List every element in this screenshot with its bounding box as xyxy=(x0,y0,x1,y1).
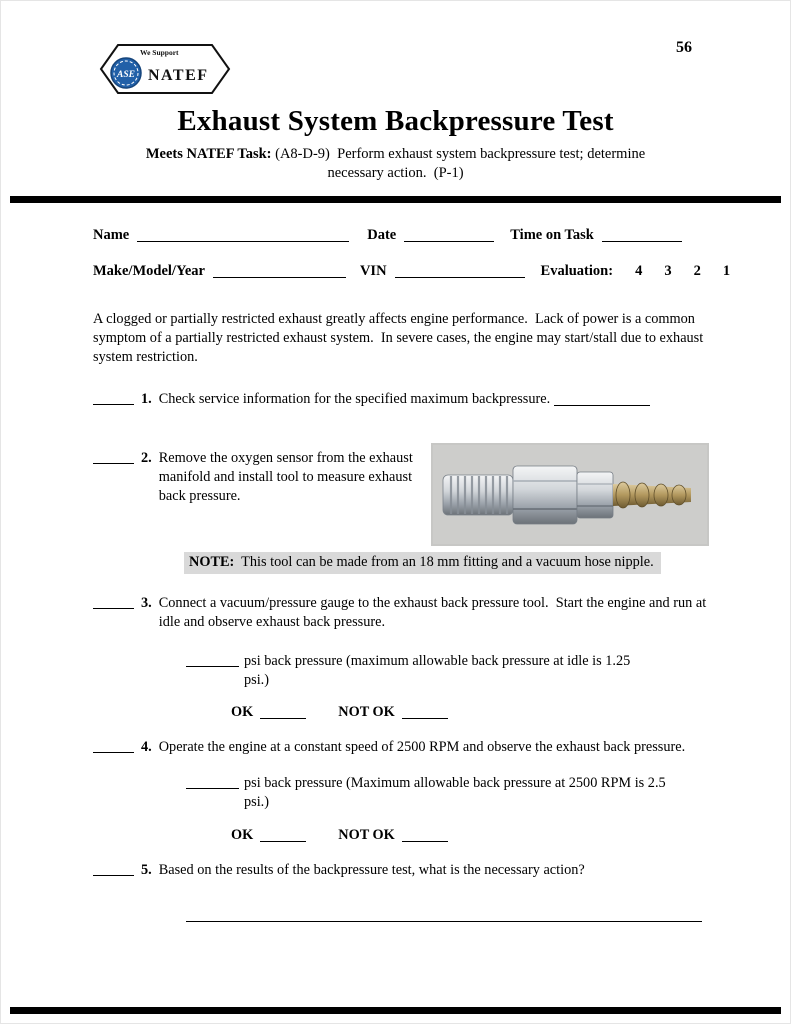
name-label: Name xyxy=(93,227,130,243)
evaluation-option-4[interactable]: 4 xyxy=(635,263,643,279)
form-row-vehicle xyxy=(93,263,731,280)
step-4-ok-field[interactable] xyxy=(260,827,306,842)
page-number: 56 xyxy=(676,39,692,56)
step-5-answer-row xyxy=(186,906,790,924)
step-4-psi-text: psi back pressure (Maximum allowable back pressure at 2500 RPM is 2.5 psi.) xyxy=(244,775,670,810)
natef-label: NATEF xyxy=(148,67,209,84)
step-3-not-ok-field[interactable] xyxy=(402,704,448,719)
step-3-psi-text: psi back pressure (maximum allowable back pressure at idle is 1.25 psi.) xyxy=(244,653,634,688)
time-on-task-label: Time on Task xyxy=(510,227,594,243)
step-3-result-row xyxy=(231,704,790,721)
step-2-text: Remove the oxygen sensor from the exhaust manifold and install tool to measure exhaust back pressure. xyxy=(158,450,417,504)
make-model-year-label: Make/Model/Year xyxy=(93,263,205,279)
note-callout xyxy=(184,552,661,574)
hex-nut-icon xyxy=(513,466,577,524)
step-3-ok-label: OK xyxy=(231,704,254,720)
bottom-rule xyxy=(10,1007,781,1014)
page-title: Exhaust System Backpressure Test xyxy=(177,105,614,137)
step-5-number: 5. xyxy=(141,862,152,878)
step-3-psi-field[interactable] xyxy=(186,652,239,667)
intro-paragraph: A clogged or partially restricted exhaust greatly affects engine performance. Lack of power is a common symptom of a partially restricted exhaust system. In severe cases, the engine may start/stall due to exhaust system restriction. xyxy=(93,311,707,365)
step-5-completion-blank[interactable] xyxy=(93,861,134,876)
step-2-number: 2. xyxy=(141,450,152,466)
natef-task-line xyxy=(1,145,790,164)
make-model-year-field[interactable] xyxy=(213,263,346,278)
step-4-psi-field[interactable] xyxy=(186,774,239,789)
vin-label: VIN xyxy=(359,263,387,279)
evaluation-option-1[interactable]: 1 xyxy=(722,263,731,279)
step-4-text: Operate the engine at a constant speed of 2500 RPM and observe the exhaust back pressure. xyxy=(158,739,686,755)
form-row-name-date-time xyxy=(93,227,700,244)
date-field[interactable] xyxy=(404,227,494,242)
natef-logo xyxy=(96,39,234,99)
natef-task-line-2: necessary action. (P-1) xyxy=(327,165,464,181)
step-4-not-ok-field[interactable] xyxy=(402,827,448,842)
step-4-ok-label: OK xyxy=(231,827,254,843)
task-label: Meets NATEF Task: xyxy=(145,146,272,162)
step-4-measurement-row xyxy=(186,774,790,812)
step-5-text: Based on the results of the backpressure test, what is the necessary action? xyxy=(158,862,585,878)
step-2-completion-blank[interactable] xyxy=(93,449,134,464)
evaluation-option-2[interactable]: 2 xyxy=(693,263,701,279)
note-row xyxy=(184,552,790,574)
top-rule xyxy=(10,196,781,203)
step-5 xyxy=(93,861,790,880)
step-2 xyxy=(93,449,790,546)
name-field[interactable] xyxy=(137,227,349,242)
we-support-label: We Support xyxy=(140,48,179,57)
step-3-completion-blank[interactable] xyxy=(93,594,134,609)
step-4 xyxy=(93,738,790,757)
step-4-result-row xyxy=(231,827,790,844)
step-1-number: 1. xyxy=(141,391,152,407)
date-label: Date xyxy=(367,227,397,243)
step-4-completion-blank[interactable] xyxy=(93,738,134,753)
step-1-answer-blank[interactable] xyxy=(554,391,650,406)
step-3 xyxy=(93,594,790,632)
step-3-number: 3. xyxy=(141,595,152,611)
step-3-measurement-row xyxy=(186,652,790,690)
step-4-not-ok-label: NOT OK xyxy=(338,827,395,843)
ase-label: ASE xyxy=(117,70,135,80)
evaluation-option-3[interactable]: 3 xyxy=(664,263,672,279)
step-4-number: 4. xyxy=(141,739,152,755)
natef-badge-icon xyxy=(96,39,234,99)
task-text: (A8-D-9) Perform exhaust system backpressure test; determine xyxy=(275,146,646,162)
evaluation-label: Evaluation: xyxy=(540,263,614,279)
step-1-completion-blank[interactable] xyxy=(93,390,134,405)
vin-field[interactable] xyxy=(395,263,525,278)
step-1 xyxy=(93,390,790,409)
step-3-not-ok-label: NOT OK xyxy=(338,704,395,720)
note-label: NOTE: xyxy=(189,554,235,570)
step-5-answer-field[interactable] xyxy=(186,907,702,922)
note-text: This tool can be made from an 18 mm fitting and a vacuum hose nipple. xyxy=(241,554,654,570)
backpressure-tool-photo xyxy=(431,443,709,546)
step-1-text: Check service information for the specified maximum backpressure. xyxy=(159,390,650,409)
step-3-text: Connect a vacuum/pressure gauge to the exhaust back pressure tool. Start the engine and run at idle and observe exhaust back pressure. xyxy=(158,595,710,630)
step-3-ok-field[interactable] xyxy=(260,704,306,719)
time-on-task-field[interactable] xyxy=(602,227,682,242)
